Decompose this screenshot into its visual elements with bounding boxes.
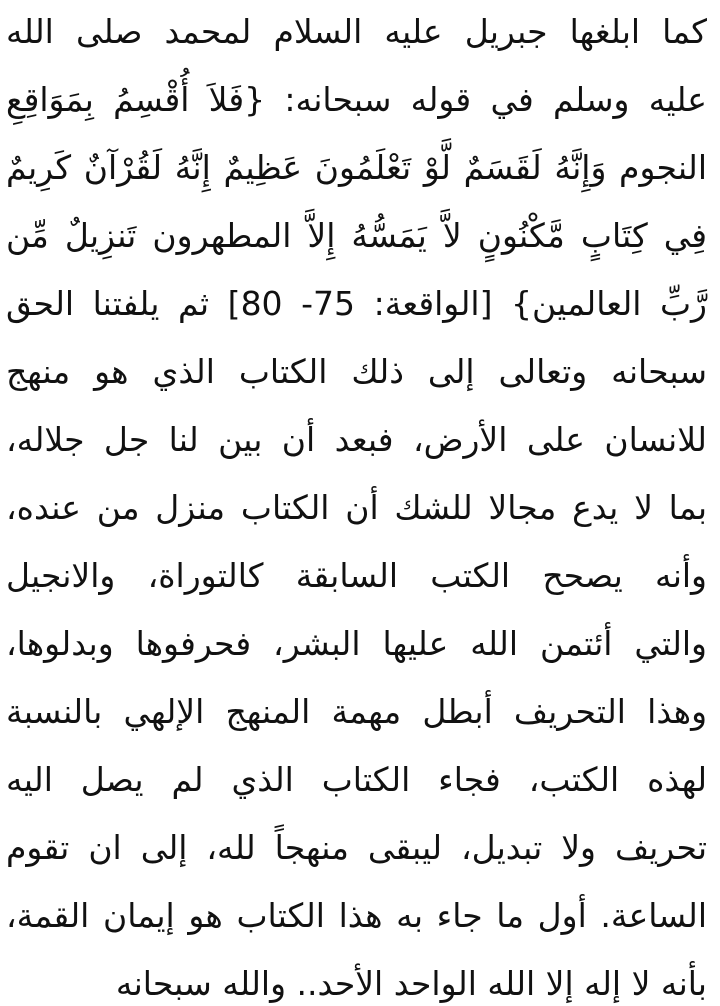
text-line-15: بأنه لا إله إلا الله الواحد الأحد.. والله سبحانه xyxy=(115,964,707,1003)
text-line-4: فِي كِتَابٍ مَّكْنُونٍ لاَّ يَمَسُّهُ إِلاَّ المطهرون تَنزِيلٌ مِّن xyxy=(6,216,707,255)
text-line-9: وأنه يصحح الكتب السابقة كالتوراة، والانجيل xyxy=(6,556,707,595)
text-line-10: والتي أئتمن الله عليها البشر، فحرفوها وبدلوها، xyxy=(6,624,707,663)
text-line-5: رَّبِّ العالمين} [الواقعة: 75- 80] ثم يلفتنا الحق xyxy=(6,284,707,323)
text-line-6: سبحانه وتعالى إلى ذلك الكتاب الذي هو منهج xyxy=(6,352,707,391)
text-line-13: تحريف ولا تبديل، ليبقى منهجاً لله، إلى ان تقوم xyxy=(6,828,707,867)
text-line-2: عليه وسلم في قوله سبحانه: {فَلاَ أُقْسِمُ بِمَوَاقِعِ xyxy=(6,80,707,119)
text-line-14: الساعة. أول ما جاء به هذا الكتاب هو إيمان القمة، xyxy=(6,896,707,935)
text-line-7: للانسان على الأرض، فبعد أن بين لنا جل جلاله، xyxy=(6,420,707,459)
text-line-12: لهذه الكتب، فجاء الكتاب الذي لم يصل اليه xyxy=(6,760,707,799)
text-line-3: النجوم وَإِنَّهُ لَقَسَمٌ لَّوْ تَعْلَمُونَ عَظِيمٌ إِنَّهُ لَقُرْآنٌ كَرِيمٌ xyxy=(6,148,707,187)
text-line-8: بما لا يدع مجالا للشك أن الكتاب منزل من عنده، xyxy=(6,488,707,527)
text-line-11: وهذا التحريف أبطل مهمة المنهج الإلهي بالنسبة xyxy=(6,692,707,731)
text-line-1: كما ابلغها جبريل عليه السلام لمحمد صلى الله xyxy=(6,12,707,51)
